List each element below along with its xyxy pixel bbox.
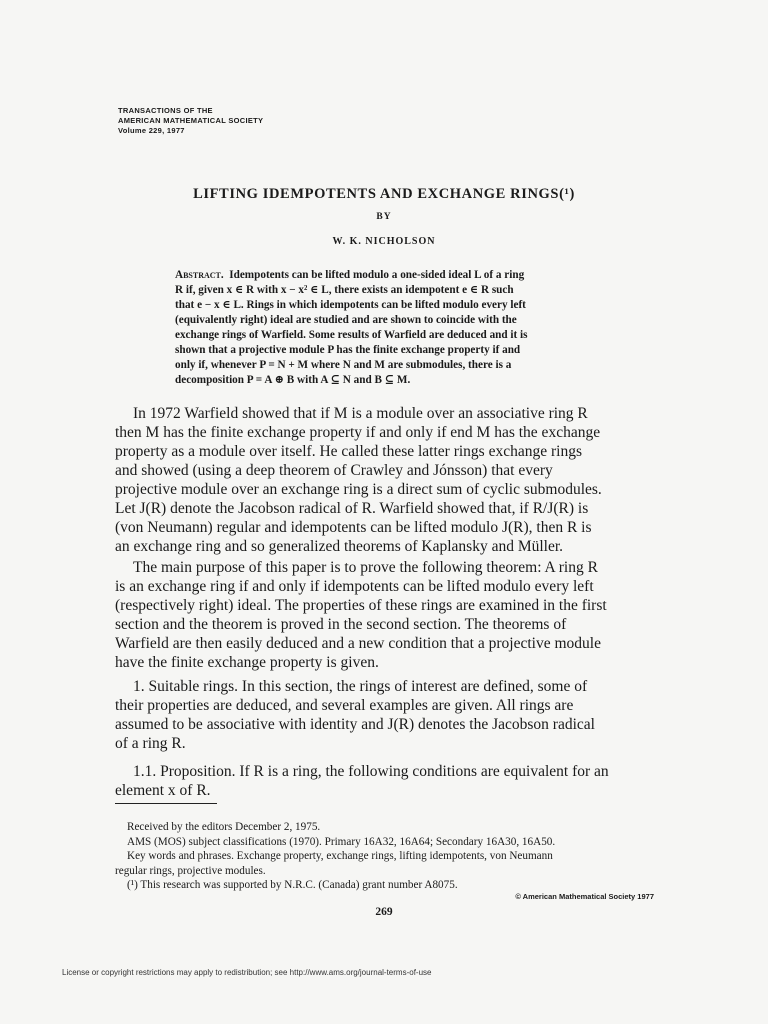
paragraph-introduction — [115, 404, 655, 556]
journal-name-line-2: AMERICAN MATHEMATICAL SOCIETY — [118, 116, 264, 125]
text-line: and showed (using a deep theorem of Crawley and Jónsson) that every — [115, 462, 553, 479]
proposition-1-1 — [115, 762, 655, 800]
footnotes — [115, 820, 655, 893]
section-heading-line: 1. Suitable rings. In this section, the rings of interest are defined, some of — [133, 678, 588, 695]
text-line: The main purpose of this paper is to prove the following theorem: A ring R — [133, 559, 598, 576]
footnote-keywords-continued: regular rings, projective modules. — [115, 864, 266, 877]
text-line: their properties are deduced, and several examples are given. All rings are — [115, 697, 574, 714]
abstract-line — [175, 268, 601, 283]
abstract-line: R if, given x ∈ R with x − x² ∈ L, there exists an idempotent e ∈ R such — [175, 284, 514, 296]
text-line: (von Neumann) regular and idempotents can be lifted modulo J(R), then R is — [115, 519, 592, 536]
proposition-line: 1.1. Proposition. If R is a ring, the following conditions are equivalent for an — [133, 763, 609, 780]
text-line: have the finite exchange property is given. — [115, 654, 379, 671]
proposition-line: element x of R. — [115, 782, 211, 799]
abstract-line: shown that a projective module P has the finite exchange property if and — [175, 344, 521, 356]
journal-header — [118, 106, 263, 136]
page-number: 269 — [375, 906, 393, 918]
byline: BY — [376, 212, 392, 222]
journal-name-line-1: TRANSACTIONS OF THE — [118, 106, 213, 115]
copyright-notice: © American Mathematical Society 1977 — [515, 892, 654, 901]
abstract-line: only if, whenever P = N + M where N and M are submodules, there is a — [175, 359, 512, 371]
abstract-line: decomposition P = A ⊕ B with A ⊆ N and B ⊆ M. — [175, 374, 411, 386]
text-line: property as a module over itself. He called these latter rings exchange rings — [115, 443, 582, 460]
text-line: of a ring R. — [115, 735, 186, 752]
abstract-label: Abstract. — [175, 269, 224, 281]
footnote-keywords: Key words and phrases. Exchange property, exchange rings, lifting idempotents, von Neumann — [127, 850, 553, 862]
abstract — [175, 268, 601, 388]
section-suitable-rings — [115, 677, 655, 753]
paper-title: LIFTING IDEMPOTENTS AND EXCHANGE RINGS(¹) — [193, 186, 575, 202]
text-line: is an exchange ring if and only if idempotents can be lifted modulo every left — [115, 578, 594, 595]
text-line: Let J(R) denote the Jacobson radical of R. Warfield showed that, if R/J(R) is — [115, 500, 589, 517]
text-line: section and the theorem is proved in the second section. The theorems of — [115, 616, 567, 633]
abstract-text: Idempotents can be lifted modulo a one-sided ideal L of a ring — [229, 269, 525, 281]
text-line: an exchange ring and so generalized theorems of Kaplansky and Müller. — [115, 538, 564, 555]
text-line: projective module over an exchange ring is a direct sum of cyclic submodules. — [115, 481, 602, 498]
footnote-received: Received by the editors December 2, 1975. — [127, 821, 321, 833]
abstract-line: that e − x ∈ L. Rings in which idempotents can be lifted modulo every left — [175, 299, 526, 311]
journal-volume: Volume 229, 1977 — [118, 126, 185, 135]
abstract-line: (equivalently right) ideal are studied and are shown to coincide with the — [175, 314, 517, 326]
text-line: assumed to be associative with identity and J(R) denotes the Jacobson radical — [115, 716, 595, 733]
author-name: W. K. NICHOLSON — [332, 236, 436, 247]
paragraph-main-purpose — [115, 558, 655, 672]
text-line: Warfield are then easily deduced and a new condition that a projective module — [115, 635, 601, 652]
text-line: In 1972 Warfield showed that if M is a module over an associative ring R — [133, 405, 588, 422]
text-line: then M has the finite exchange property if and only if end M has the exchange — [115, 424, 601, 441]
license-notice[interactable]: License or copyright restrictions may apply to redistribution; see http://www.ams.org/journal-terms-of-use — [62, 968, 432, 977]
footnote-funding: (¹) This research was supported by N.R.C. (Canada) grant number A8075. — [127, 879, 458, 891]
text-line: (respectively right) ideal. The properties of these rings are examined in the first — [115, 597, 607, 614]
footnote-classification: AMS (MOS) subject classifications (1970). Primary 16A32, 16A64; Secondary 16A30, 16A50. — [127, 835, 556, 848]
abstract-line: exchange rings of Warfield. Some results of Warfield are deduced and it is — [175, 329, 528, 341]
footnote-rule — [115, 803, 217, 804]
